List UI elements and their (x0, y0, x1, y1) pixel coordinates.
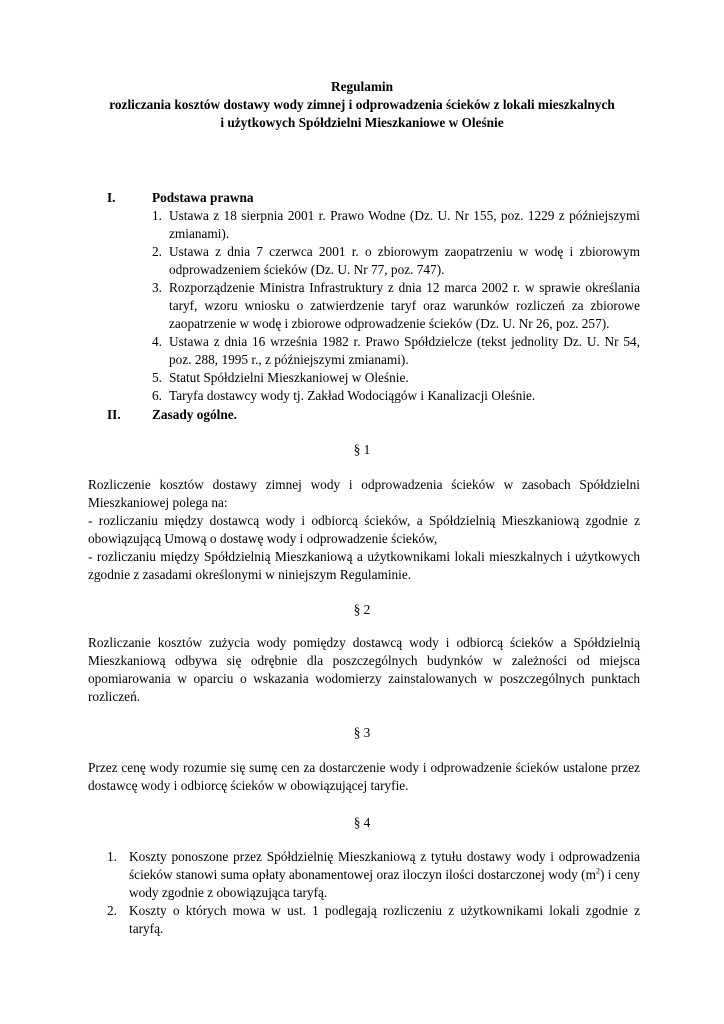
title-line-1: Regulamin (330, 79, 394, 94)
paragraph-1-intro: Rozliczenie kosztów dostawy zimnej wody i odprowadzenia ścieków w zasobach Spółdzielni Mieszkaniowej polega na: (88, 477, 640, 510)
list-item-text: Koszty ponoszone przez Spółdzielnię Mieszkaniową z tytułu dostawy wody i odprowadzenia ścieków stanowi suma opłaty abonamentowej oraz iloczyn ilości dostarczonej wody (m (129, 849, 640, 882)
superscript: 2 (595, 866, 600, 876)
list-item-number: 1. (152, 208, 162, 223)
paragraph-3-sign: § 3 (353, 725, 371, 740)
list-item-number: 5. (152, 370, 162, 385)
list-item-number: 2. (152, 244, 162, 259)
paragraph-4-list (107, 848, 640, 938)
paragraph-1-body (88, 476, 640, 584)
list-item-text: Taryfa dostawcy wody tj. Zakład Wodociągów i Kanalizacji Oleśnie. (169, 388, 536, 403)
paragraph-2-text: Rozliczanie kosztów zużycia wody pomiędzy dostawcą wody i odbiorcą ścieków a Spółdzielnią Mieszkaniową odbywa się odrębnie dla poszczególnych budynków w zależności od miejsca opomiarowania w oparciu o wskazania wodomierzy zainstalowanych w poszczególnych punktach rozliczeń. (88, 635, 640, 704)
list-item-number: 4. (152, 334, 162, 349)
list-item (152, 279, 640, 333)
list-item-text: Statut Spółdzielni Mieszkaniowej w Oleśnie. (169, 370, 409, 385)
list-item-text: Koszty o których mowa w ust. 1 podlegają rozliczeniu z użytkownikami lokali zgodnie z taryfą. (129, 903, 640, 936)
list-item-text: Ustawa z dnia 7 czerwca 2001 r. o zbiorowym zaopatrzeniu w wodę i zbiorowym odprowadzeniem ścieków (Dz. U. Nr 77, poz. 747). (169, 244, 640, 277)
list-item-number: 6. (152, 388, 162, 403)
list-item (107, 902, 640, 938)
paragraph-1-sign: § 1 (353, 442, 371, 457)
list-item (152, 369, 640, 387)
legal-basis-list (152, 207, 640, 405)
section-2-title: Zasady ogólne. (152, 407, 237, 422)
list-item (152, 207, 640, 243)
list-item-number: 1. (107, 849, 117, 864)
section-1-title: Podstawa prawna (152, 190, 254, 205)
document-title (0, 78, 724, 132)
section-2-number: II. (107, 407, 121, 422)
list-item (107, 848, 640, 902)
list-item-text: Rozporządzenie Ministra Infrastruktury z dnia 12 marca 2002 r. w sprawie określania taryf, wzoru wniosku o zatwierdzenie taryf oraz warunków rozliczeń za zbiorowe zaopatrzenie w wodę i zbiorowe odprowadzenie ścieków (Dz. U. Nr 26, poz. 257). (169, 280, 640, 331)
list-item (152, 333, 640, 369)
paragraph-1-item-1: - rozliczaniu między dostawcą wody i odbiorcą ścieków, a Spółdzielnią Mieszkaniową zgodnie z obowiązującą Umową o dostawę wody i odprowadzenie ścieków, (88, 513, 640, 546)
list-item-number: 2. (107, 903, 117, 918)
list-item-number: 3. (152, 280, 162, 295)
list-item (152, 243, 640, 279)
section-1-number: I. (107, 190, 116, 205)
paragraph-3-text: Przez cenę wody rozumie się sumę cen za dostarczenie wody i odprowadzenie ścieków ustalone przez dostawcę wody i odbiorcę ścieków w obowiązującej taryfie. (88, 760, 640, 793)
list-item-text: Ustawa z 18 sierpnia 2001 r. Prawo Wodne (Dz. U. Nr 155, poz. 1229 z późniejszymi zmianami). (169, 208, 640, 241)
title-line-2: rozliczania kosztów dostawy wody zimnej i odprowadzenia ścieków z lokali mieszkalnych (109, 97, 615, 112)
title-line-3: i użytkowych Spółdzielni Mieszkaniowe w Oleśnie (220, 115, 504, 130)
paragraph-1-item-2: - rozliczaniu między Spółdzielnią Mieszkaniową a użytkownikami lokali mieszkalnych i użytkowych zgodnie z zasadami określonymi w niniejszym Regulaminie. (88, 549, 640, 582)
paragraph-2-sign: § 2 (353, 602, 371, 617)
list-item-text-end: ) i ceny wody zgodnie z obowiązująca taryfą. (129, 867, 640, 900)
list-item-text: Ustawa z dnia 16 września 1982 r. Prawo Spółdzielcze (tekst jednolity Dz. U. Nr 54, poz. 288, 1995 r., z późniejszymi zmianami). (169, 334, 640, 367)
paragraph-4-sign: § 4 (353, 815, 371, 830)
list-item (152, 387, 640, 405)
